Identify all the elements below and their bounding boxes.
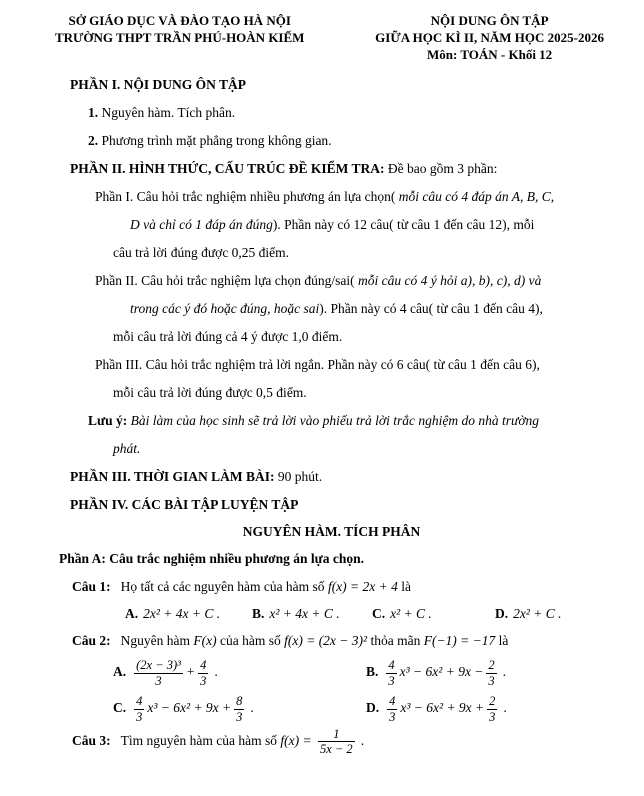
option-c-label: C. <box>372 606 386 622</box>
option-a-label: A. <box>125 606 139 622</box>
fraction <box>318 727 355 757</box>
fraction <box>386 658 396 688</box>
denominator: 3 <box>388 673 395 688</box>
denominator: 3 <box>200 673 207 688</box>
fraction <box>134 658 183 688</box>
p1-italic-run2: D và chỉ có 1 đáp án đúng <box>130 217 273 233</box>
option-c-label: C. <box>113 700 127 716</box>
part2-p3-line2: mỗi câu trả lời đúng được 0,5 điểm. <box>113 385 307 401</box>
option-d-label: D. <box>366 700 380 716</box>
denominator: 3 <box>488 673 495 688</box>
question-1-tail: là <box>397 579 412 595</box>
part1-item-2 <box>88 127 608 155</box>
part4-title: PHẦN IV. CÁC BÀI TẬP LUYỆN TẬP <box>70 497 299 513</box>
part3-title-line <box>70 463 608 491</box>
p2-italic-run2: trong các ý đó hoặc đúng, hoặc sai <box>130 301 320 317</box>
denominator: 5x − 2 <box>319 742 353 757</box>
option-b-math <box>383 658 507 688</box>
question-3-label: Câu 3: <box>72 732 111 748</box>
numerator: (2x − 3)³ <box>136 658 181 673</box>
question-2 <box>72 627 608 655</box>
fraction <box>234 694 244 724</box>
item2-number: 2. <box>88 133 99 149</box>
question-2-math2: f(x) = (2x − 3)² <box>284 633 368 649</box>
doc-title: NỘI DUNG ÔN TẬP <box>430 13 549 28</box>
item1-number: 1. <box>88 105 99 121</box>
part2-p2-line2 <box>130 295 608 323</box>
question-3-text: Tìm nguyên hàm của hàm số <box>120 732 281 748</box>
question-2-label: Câu 2: <box>72 633 111 649</box>
part2-p2-line3: mỗi câu trả lời đúng cả 4 ý được 1,0 điểm. <box>113 329 343 345</box>
option-c-math <box>131 694 255 724</box>
numerator: 4 <box>136 694 143 709</box>
option-a <box>125 601 252 627</box>
math-run: x³ − 6x² + 9x − <box>399 664 484 680</box>
numerator: 4 <box>389 694 396 709</box>
p2-italic-run: mỗi câu có 4 ý hỏi a), b), c), d) và <box>358 273 542 289</box>
math-run: x³ − 6x² + 9x + <box>147 700 232 716</box>
denominator: 3 <box>136 709 143 724</box>
question-2-text1: Nguyên hàm <box>120 633 194 649</box>
option-a <box>113 655 366 691</box>
denominator: 3 <box>489 709 496 724</box>
question-2-text3: thỏa mãn <box>367 633 424 649</box>
option-b-label: B. <box>252 606 265 622</box>
fraction <box>487 694 497 724</box>
option-b <box>252 601 372 627</box>
part2-title-line <box>70 155 608 183</box>
fraction <box>134 694 144 724</box>
numerator: 2 <box>488 658 495 673</box>
item2-text: Phương trình mặt phẳng trong không gian. <box>98 133 332 149</box>
denominator: 3 <box>155 673 162 688</box>
option-c <box>113 691 366 727</box>
item1-text: Nguyên hàm. Tích phân. <box>98 105 236 121</box>
subject-line: Môn: TOÁN - Khối 12 <box>426 47 553 63</box>
p1-normal-run2: ). Phần này có 12 câu( từ câu 1 đến câu 12), mỗi <box>272 217 535 233</box>
option-d-math: 2x² + C . <box>513 606 562 622</box>
numerator: 1 <box>318 727 355 742</box>
question-3 <box>72 727 608 757</box>
option-c-math: x² + C . <box>390 606 432 622</box>
option-b <box>366 655 608 691</box>
p1-italic-run: mỗi câu có 4 đáp án A, B, C, <box>398 189 555 205</box>
note-label: Lưu ý: <box>88 413 128 429</box>
p2-normal-run2: ). Phần này có 4 câu( từ câu 1 đến câu 4), <box>319 301 543 317</box>
part2-p1-line1 <box>95 183 608 211</box>
header-right-block <box>375 12 604 63</box>
note-line1 <box>88 407 608 435</box>
fraction <box>387 694 397 724</box>
question-2-text2: của hàm số <box>216 633 285 649</box>
numerator: 4 <box>200 658 207 673</box>
department-name: SỞ GIÁO DỤC VÀ ĐÀO TẠO HÀ NỘI <box>68 13 291 28</box>
numerator: 4 <box>388 658 395 673</box>
header-left-block <box>55 12 304 63</box>
denominator: 3 <box>236 709 243 724</box>
option-a-label: A. <box>113 664 127 680</box>
option-d-label: D. <box>495 606 509 622</box>
question-1-label: Câu 1: <box>72 579 111 595</box>
question-1-options <box>125 601 608 627</box>
part-a-title: Phần A: Câu trắc nghiệm nhiều phương án lựa chọn. <box>59 551 364 567</box>
document-header <box>55 12 608 63</box>
p1-normal-run: Phần I. Câu hỏi trắc nghiệm nhiều phương án lựa chọn( <box>95 189 399 205</box>
part2-intro: Đề bao gồm 3 phần: <box>384 161 498 177</box>
option-d <box>495 601 562 627</box>
topic-title: NGUYÊN HÀM. TÍCH PHÂN <box>242 524 421 540</box>
part1-title: PHẦN I. NỘI DUNG ÔN TẬP <box>70 77 247 93</box>
part3-title: PHẦN III. THỜI GIAN LÀM BÀI: <box>70 469 275 485</box>
note-text: Bài làm của học sinh sẽ trả lời vào phiếu trả lời trắc nghiệm do nhà trường <box>127 413 540 429</box>
p2-normal-run: Phần II. Câu hỏi trắc nghiệm lựa chọn đúng/sai( <box>95 273 359 289</box>
question-3-math <box>280 727 365 757</box>
question-2-tail: là <box>495 633 509 649</box>
part2-p1-line3: câu trả lời đúng được 0,25 điểm. <box>113 245 290 261</box>
question-2-options <box>113 655 608 727</box>
math-tail: . <box>357 732 365 748</box>
note-line2: phát. <box>113 441 141 457</box>
question-2-math3: F(−1) = −17 <box>423 633 496 649</box>
math-tail: . <box>211 664 219 680</box>
math-run: + <box>185 664 196 680</box>
math-tail: . <box>499 664 507 680</box>
option-a-math <box>131 658 219 688</box>
part1-item-1 <box>88 99 608 127</box>
math-run: f(x) = <box>280 732 315 748</box>
option-c <box>372 601 495 627</box>
fraction <box>486 658 496 688</box>
question-1-math: f(x) = 2x + 4 <box>327 579 398 595</box>
part2-p3-line1: Phần III. Câu hỏi trắc nghiệm trả lời ngắn. Phần này có 6 câu( từ câu 1 đến câu 6), <box>95 357 540 373</box>
option-d <box>366 691 608 727</box>
question-1 <box>72 573 608 601</box>
question-2-math1: F(x) <box>193 633 217 649</box>
fraction <box>198 658 208 688</box>
option-b-math: x² + 4x + C . <box>269 606 340 622</box>
part2-title: PHẦN II. HÌNH THỨC, CẤU TRÚC ĐỀ KIỂM TRA: <box>70 161 385 177</box>
option-a-math: 2x² + 4x + C . <box>143 606 221 622</box>
option-b-label: B. <box>366 664 379 680</box>
school-name: TRƯỜNG THPT TRẦN PHÚ-HOÀN KIẾM <box>55 30 305 46</box>
math-run: x³ − 6x² + 9x + <box>400 700 485 716</box>
term-line: GIỮA HỌC KÌ II, NĂM HỌC 2025-2026 <box>375 30 604 46</box>
part2-p2-line1 <box>95 267 608 295</box>
option-d-math <box>384 694 508 724</box>
question-1-text: Họ tất cả các nguyên hàm của hàm số <box>120 579 328 595</box>
denominator: 3 <box>389 709 396 724</box>
numerator: 8 <box>236 694 243 709</box>
numerator: 2 <box>489 694 496 709</box>
math-tail: . <box>247 700 255 716</box>
part2-p1-line2 <box>130 211 608 239</box>
part3-duration: 90 phút. <box>274 469 323 485</box>
math-tail: . <box>500 700 508 716</box>
